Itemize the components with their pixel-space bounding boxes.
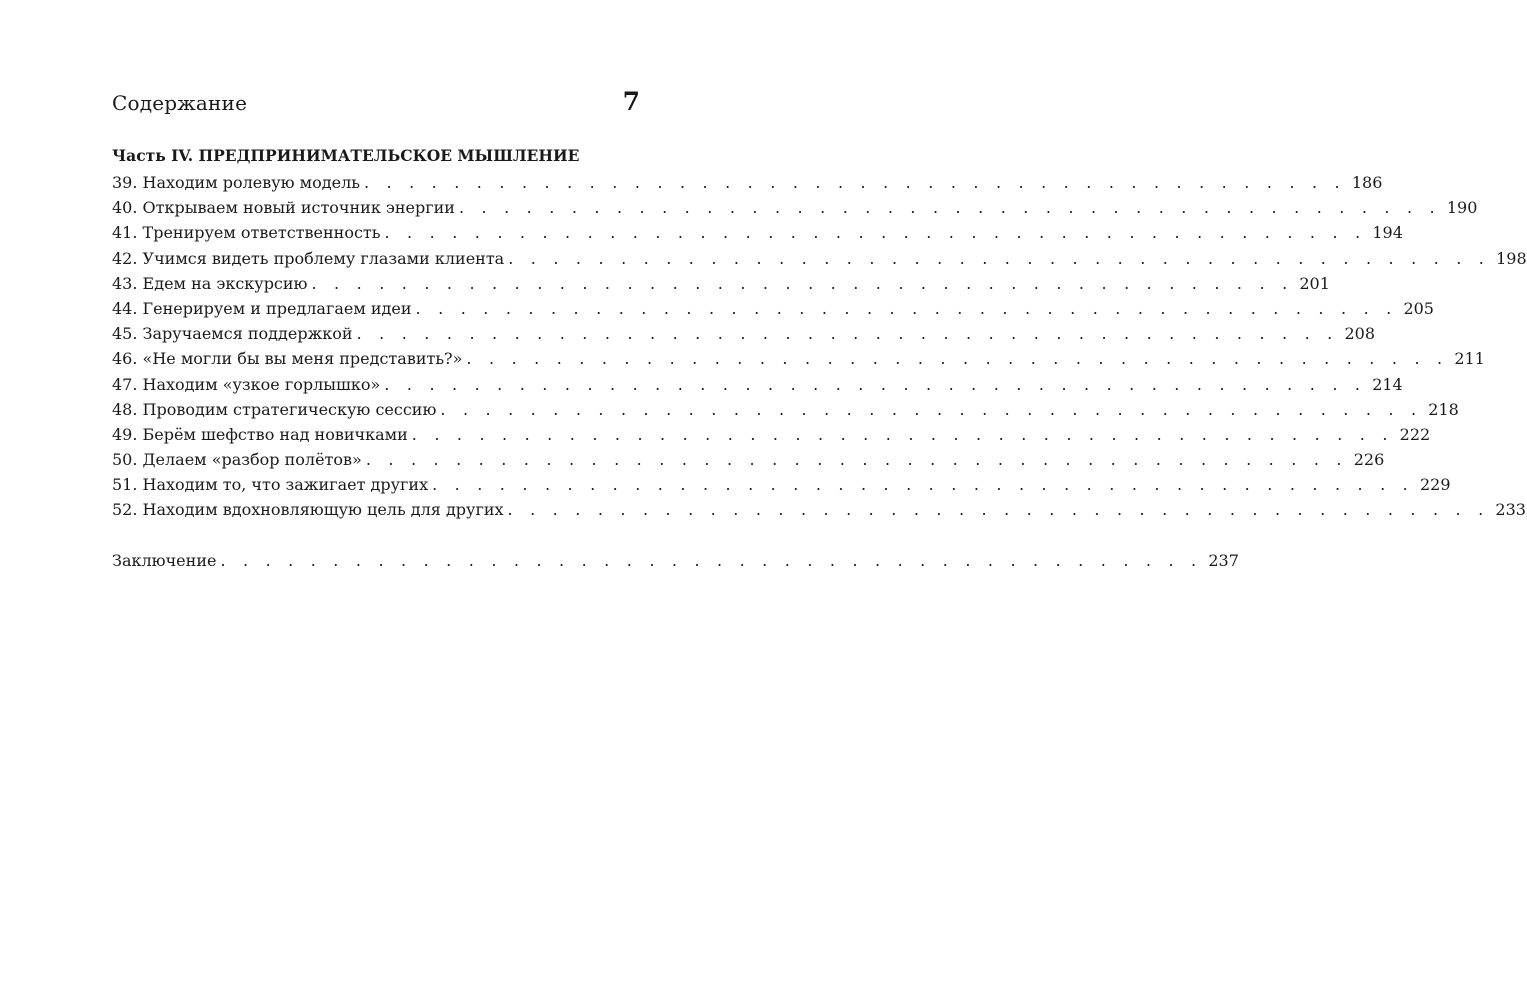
toc-leader-dots: . . . . . . . . . . . . . . . . . . . . . . . . . . . . . . . . . . . . . . . . . . . . bbox=[384, 374, 1367, 394]
toc-entry-page: 194 bbox=[1372, 223, 1403, 243]
toc-entry bbox=[112, 321, 1376, 346]
toc-entry bbox=[112, 170, 1383, 195]
toc-entry bbox=[112, 422, 1431, 447]
toc-entry-title: 40. Открываем новый источник энергии bbox=[112, 198, 455, 218]
toc-leader-dots: . . . . . . . . . . . . . . . . . . . . . . . . . . . . . . . . . . . . . . . . . . . . bbox=[458, 198, 1441, 218]
toc-leader-dots: . . . . . . . . . . . . . . . . . . . . . . . . . . . . . . . . . . . . . . . . . . . . bbox=[440, 399, 1423, 419]
toc-entry-conclusion bbox=[112, 548, 1239, 573]
toc-entry-title: 50. Делаем «разбор полётов» bbox=[112, 450, 362, 470]
toc-entry-title: 47. Находим «узкое горлышко» bbox=[112, 374, 381, 394]
toc-entry bbox=[112, 246, 1527, 271]
toc-entry bbox=[112, 195, 1478, 220]
page bbox=[112, 87, 1527, 573]
toc-entry bbox=[112, 447, 1385, 472]
toc-entry bbox=[112, 497, 1526, 522]
toc-entry-page: 233 bbox=[1495, 500, 1526, 520]
toc-entry-title: 46. «Не могли бы вы меня представить?» bbox=[112, 349, 463, 369]
toc-entry-title: 45. Заручаемся поддержкой bbox=[112, 324, 353, 344]
toc-entry-page: 218 bbox=[1428, 399, 1459, 419]
toc-entry bbox=[112, 472, 1451, 497]
toc-entry bbox=[112, 372, 1403, 397]
toc-spacer bbox=[112, 523, 640, 548]
toc-entry-page: 198 bbox=[1496, 248, 1527, 268]
toc-leader-dots: . . . . . . . . . . . . . . . . . . . . . . . . . . . . . . . . . . . . . . . . . . . . bbox=[363, 173, 1346, 192]
toc-entry-page: 222 bbox=[1399, 424, 1431, 444]
toc-leader-dots: . . . . . . . . . . . . . . . . . . . . . . . . . . . . . . . . . . . . . . . . . . . . bbox=[432, 475, 1414, 495]
toc-entry-page: 211 bbox=[1454, 349, 1485, 369]
toc-leader-dots: . . . . . . . . . . . . . . . . . . . . . . . . . . . . . . . . . . . . . . . . . . . . bbox=[466, 349, 1449, 369]
toc-entry-page: 237 bbox=[1208, 550, 1239, 570]
toc-list bbox=[112, 170, 1527, 573]
toc-entry-title: 52. Находим вдохновляющую цель для других bbox=[112, 500, 504, 520]
toc-leader-dots: . . . . . . . . . . . . . . . . . . . . . . . . . . . . . . . . . . . . . . . . . . . . bbox=[411, 424, 1394, 444]
toc-leader-dots: . . . . . . . . . . . . . . . . . . . . . . . . . . . . . . . . . . . . . . . . . . . . bbox=[356, 324, 1339, 344]
toc-entry-page: 229 bbox=[1419, 475, 1451, 495]
toc-entry-page: 208 bbox=[1344, 324, 1376, 344]
toc-leader-dots: . . . . . . . . . . . . . . . . . . . . . . . . . . . . . . . . . . . . . . . . . . . . bbox=[365, 450, 1348, 470]
toc-entry-title: 42. Учимся видеть проблему глазами клиента bbox=[112, 248, 505, 268]
toc-entry-title: 43. Едем на экскурсию bbox=[112, 273, 308, 293]
toc-entry bbox=[112, 296, 1434, 321]
toc-entry-page: 226 bbox=[1353, 450, 1385, 470]
toc-entry-title: 41. Тренируем ответственность bbox=[112, 223, 381, 243]
toc-leader-dots: . . . . . . . . . . . . . . . . . . . . . . . . . . . . . . . . . . . . . . . . . . . . bbox=[311, 273, 1294, 293]
toc-entry-title: Заключение bbox=[112, 550, 217, 570]
toc-leader-dots: . . . . . . . . . . . . . . . . . . . . . . . . . . . . . . . . . . . . . . . . . . . . bbox=[508, 248, 1491, 268]
toc-entry bbox=[112, 271, 1330, 296]
toc-leader-dots: . . . . . . . . . . . . . . . . . . . . . . . . . . . . . . . . . . . . . . . . . . . . bbox=[220, 550, 1203, 570]
running-title: Содержание bbox=[112, 91, 248, 115]
toc-entry bbox=[112, 220, 1403, 245]
toc-entry-page: 190 bbox=[1446, 198, 1478, 218]
toc-entry bbox=[112, 397, 1459, 422]
toc-leader-dots: . . . . . . . . . . . . . . . . . . . . . . . . . . . . . . . . . . . . . . . . . . . . bbox=[415, 298, 1398, 318]
toc-leader-dots: . . . . . . . . . . . . . . . . . . . . . . . . . . . . . . . . . . . . . . . . . . . . bbox=[507, 500, 1490, 520]
toc-entry-title: 39. Находим ролевую модель bbox=[112, 173, 360, 192]
toc-entry-page: 186 bbox=[1351, 173, 1383, 192]
page-number: 7 bbox=[622, 87, 640, 116]
page-header bbox=[112, 88, 640, 122]
toc-leader-dots: . . . . . . . . . . . . . . . . . . . . . . . . . . . . . . . . . . . . . . . . . . . . bbox=[384, 223, 1367, 243]
toc-entry-title: 49. Берём шефство над новичками bbox=[112, 424, 408, 444]
part-heading: Часть IV. ПРЕДПРИНИМАТЕЛЬСКОЕ МЫШЛЕНИЕ bbox=[112, 146, 580, 165]
toc-entry-page: 201 bbox=[1299, 273, 1330, 293]
toc-entry-page: 214 bbox=[1372, 374, 1403, 394]
toc-entry bbox=[112, 346, 1485, 371]
toc-entry-title: 51. Находим то, что зажигает других bbox=[112, 475, 429, 495]
toc-entry-title: 44. Генерируем и предлагаем идеи bbox=[112, 298, 412, 318]
toc-entry-page: 205 bbox=[1403, 298, 1434, 318]
toc-entry-title: 48. Проводим стратегическую сессию bbox=[112, 399, 437, 419]
